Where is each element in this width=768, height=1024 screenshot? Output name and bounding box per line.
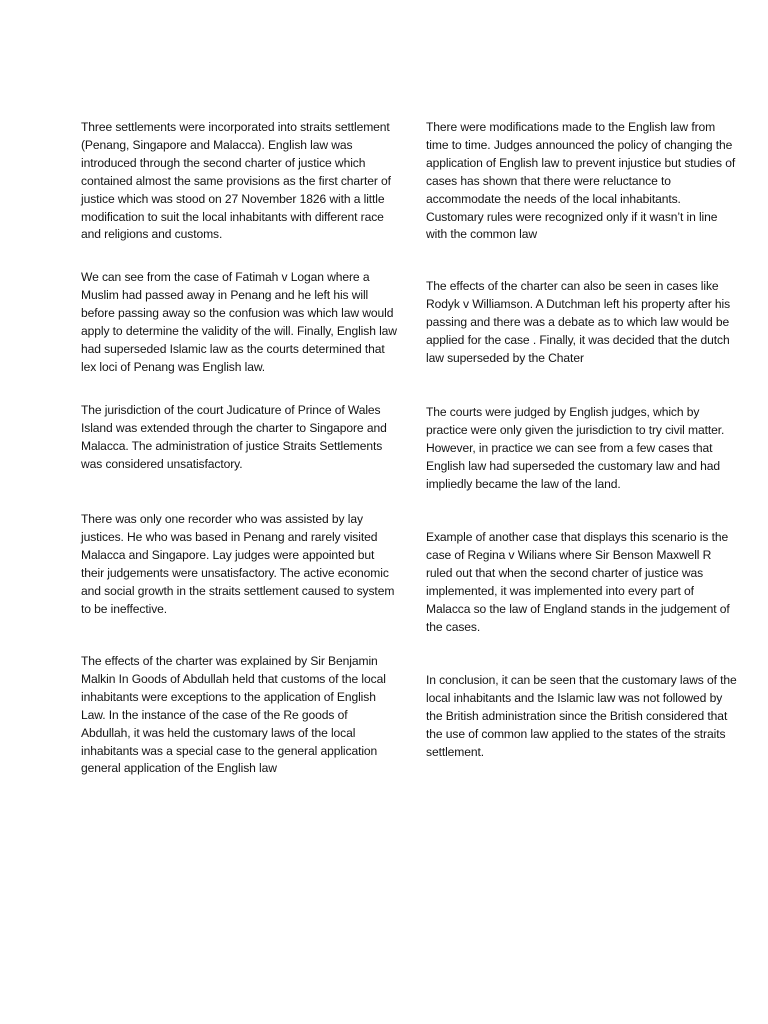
paragraph-right-3: The courts were judged by English judges, which by practice were only given the jurisdiction to try civil matter. However, in practice we can see from a few cases that English law had superseded the customary law and had impliedly became the law of the land. xyxy=(426,405,725,491)
paragraph-left-4: There was only one recorder who was assisted by lay justices. He who was based in Penang and rarely visited Malacca and Singapore. Lay judges were appointed but their judgements were unsatisfactory. The active economic and social growth in the straits settlement caused to system to be ineffective. xyxy=(81,512,395,616)
paragraph-left-5: The effects of the charter was explained by Sir Benjamin Malkin In Goods of Abdullah held that customs of the local inhabitants were exceptions to the application of English Law. In the instance of the case of the Re goods of Abdullah, it was held the customary laws of the local inhabitants was a special case to the general application general application of the English law xyxy=(81,654,386,776)
paragraph-left-2: We can see from the case of Fatimah v Logan where a Muslim had passed away in Penang and he left his will before passing away so the confusion was which law would apply to determine the validity of the will. Finally, English law had superseded Islamic law as the courts determined that lex loci of Penang was English law. xyxy=(81,270,397,374)
paragraph-right-1: There were modifications made to the English law from time to time. Judges announced the policy of changing the application of English law to prevent injustice but studies of cases has shown that there were reluctance to accommodate the needs of the local inhabitants. Customary rules were recognized only if it wasn’t in line with the common law xyxy=(426,120,736,242)
paragraph-right-4: Example of another case that displays this scenario is the case of Regina v Wilians where Sir Benson Maxwell R ruled out that when the second charter of justice was implemented, it was implemented into every part of Malacca so the law of England stands in the judgement of the cases. xyxy=(426,530,730,634)
paragraph-left-1: Three settlements were incorporated into straits settlement (Penang, Singapore and Malacca). English law was introduced through the second charter of justice which contained almost the same provisions as the first charter of justice which was stood on 27 November 1826 with a little modification to suit the local inhabitants with different race and religions and customs. xyxy=(81,120,391,242)
paragraph-right-2: The effects of the charter can also be seen in cases like Rodyk v Williamson. A Dutchman left his property after his passing and there was a debate as to which law would be applied for the case . Finally, it was decided that the dutch law superseded by the Chater xyxy=(426,279,731,365)
paragraph-right-5: In conclusion, it can be seen that the customary laws of the local inhabitants and the Islamic law was not followed by the British administration since the British considered that the use of common law applied to the states of the straits settlement. xyxy=(426,673,737,759)
paragraph-left-3: The jurisdiction of the court Judicature of Prince of Wales Island was extended through the charter to Singapore and Malacca. The administration of justice Straits Settlements was considered unsatisfactory. xyxy=(81,403,387,471)
